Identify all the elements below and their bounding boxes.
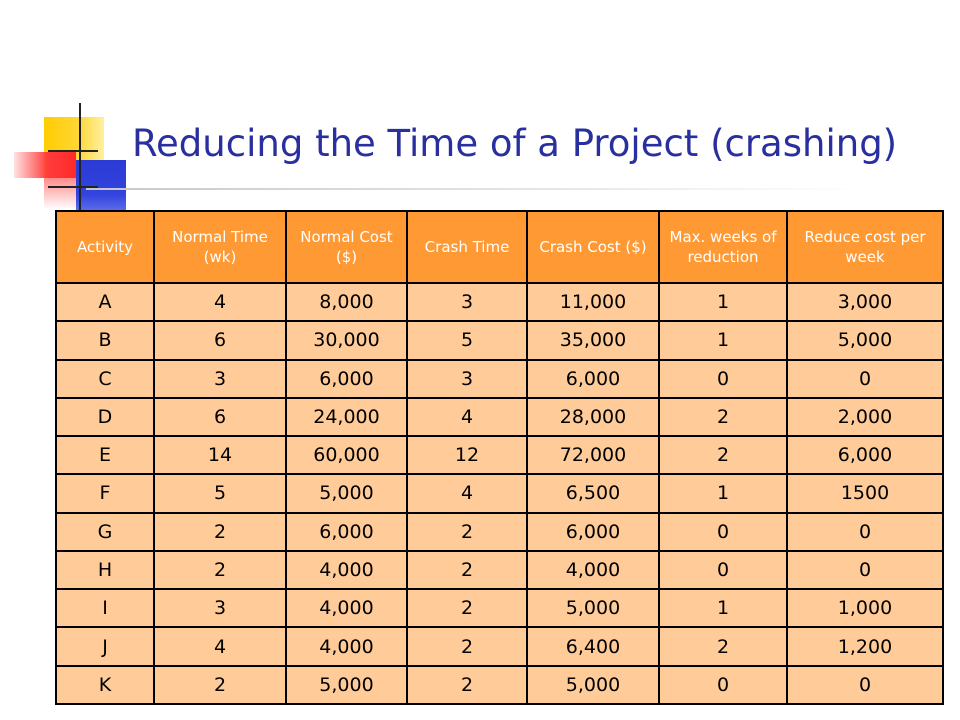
cell-crash-cost: 28,000 xyxy=(527,398,659,436)
cell-activity: D xyxy=(56,398,154,436)
cell-crash-cost: 6,000 xyxy=(527,360,659,398)
cell-crash-cost: 6,000 xyxy=(527,513,659,551)
logo-vertical-line xyxy=(79,103,81,215)
cell-crash-time: 2 xyxy=(407,666,527,704)
cell-reduce-cost: 1,000 xyxy=(787,589,943,627)
cell-crash-time: 2 xyxy=(407,513,527,551)
cell-activity: G xyxy=(56,513,154,551)
cell-normal-cost: 8,000 xyxy=(286,283,407,321)
cell-crash-cost: 5,000 xyxy=(527,666,659,704)
cell-normal-time: 4 xyxy=(154,627,286,665)
table-row xyxy=(56,589,943,627)
cell-max-weeks: 1 xyxy=(659,589,787,627)
table-header-row xyxy=(56,211,943,283)
cell-activity: I xyxy=(56,589,154,627)
header-max-weeks-reduction: Max. weeks of reduction xyxy=(659,211,787,283)
table-row xyxy=(56,360,943,398)
cell-reduce-cost: 6,000 xyxy=(787,436,943,474)
cell-max-weeks: 2 xyxy=(659,398,787,436)
cell-crash-cost: 11,000 xyxy=(527,283,659,321)
cell-normal-time: 6 xyxy=(154,321,286,359)
cell-normal-cost: 60,000 xyxy=(286,436,407,474)
table-row xyxy=(56,513,943,551)
cell-activity: J xyxy=(56,627,154,665)
cell-normal-cost: 4,000 xyxy=(286,627,407,665)
cell-reduce-cost: 0 xyxy=(787,360,943,398)
cell-max-weeks: 0 xyxy=(659,666,787,704)
cell-normal-time: 3 xyxy=(154,589,286,627)
cell-max-weeks: 0 xyxy=(659,360,787,398)
cell-crash-time: 4 xyxy=(407,398,527,436)
cell-max-weeks: 2 xyxy=(659,627,787,665)
cell-normal-cost: 4,000 xyxy=(286,589,407,627)
cell-normal-time: 4 xyxy=(154,283,286,321)
cell-reduce-cost: 1,200 xyxy=(787,627,943,665)
cell-crash-time: 4 xyxy=(407,474,527,512)
cell-normal-cost: 5,000 xyxy=(286,666,407,704)
table-row xyxy=(56,627,943,665)
table-row xyxy=(56,436,943,474)
cell-crash-cost: 4,000 xyxy=(527,551,659,589)
header-normal-time: Normal Time (wk) xyxy=(154,211,286,283)
cell-normal-cost: 24,000 xyxy=(286,398,407,436)
header-reduce-cost-per-week: Reduce cost per week xyxy=(787,211,943,283)
cell-normal-time: 14 xyxy=(154,436,286,474)
cell-reduce-cost: 1500 xyxy=(787,474,943,512)
cell-crash-time: 3 xyxy=(407,283,527,321)
cell-max-weeks: 0 xyxy=(659,513,787,551)
cell-normal-cost: 30,000 xyxy=(286,321,407,359)
cell-normal-cost: 6,000 xyxy=(286,513,407,551)
cell-activity: K xyxy=(56,666,154,704)
cell-normal-cost: 4,000 xyxy=(286,551,407,589)
table-row xyxy=(56,474,943,512)
cell-max-weeks: 1 xyxy=(659,283,787,321)
crashing-table xyxy=(55,210,944,705)
cell-normal-cost: 5,000 xyxy=(286,474,407,512)
cell-normal-time: 6 xyxy=(154,398,286,436)
cell-crash-cost: 5,000 xyxy=(527,589,659,627)
cell-normal-time: 2 xyxy=(154,513,286,551)
cell-normal-time: 3 xyxy=(154,360,286,398)
table-row xyxy=(56,283,943,321)
table-row xyxy=(56,666,943,704)
logo-horizontal-line-top xyxy=(48,150,98,152)
cell-max-weeks: 0 xyxy=(659,551,787,589)
cell-crash-cost: 6,400 xyxy=(527,627,659,665)
cell-max-weeks: 1 xyxy=(659,321,787,359)
cell-crash-time: 2 xyxy=(407,589,527,627)
cell-crash-cost: 6,500 xyxy=(527,474,659,512)
title-underline xyxy=(86,188,866,190)
cell-reduce-cost: 0 xyxy=(787,666,943,704)
cell-reduce-cost: 0 xyxy=(787,513,943,551)
cell-normal-time: 5 xyxy=(154,474,286,512)
cell-crash-cost: 35,000 xyxy=(527,321,659,359)
cell-crash-time: 5 xyxy=(407,321,527,359)
cell-normal-time: 2 xyxy=(154,666,286,704)
cell-activity: C xyxy=(56,360,154,398)
header-crash-cost: Crash Cost ($) xyxy=(527,211,659,283)
cell-activity: A xyxy=(56,283,154,321)
cell-crash-time: 2 xyxy=(407,627,527,665)
table-row xyxy=(56,551,943,589)
cell-crash-cost: 72,000 xyxy=(527,436,659,474)
cell-normal-time: 2 xyxy=(154,551,286,589)
cell-activity: F xyxy=(56,474,154,512)
cell-max-weeks: 1 xyxy=(659,474,787,512)
cell-reduce-cost: 3,000 xyxy=(787,283,943,321)
cell-reduce-cost: 0 xyxy=(787,551,943,589)
logo-red-bar xyxy=(14,152,76,178)
header-normal-cost: Normal Cost ($) xyxy=(286,211,407,283)
slide-title: Reducing the Time of a Project (crashing) xyxy=(132,122,898,165)
table-row xyxy=(56,398,943,436)
cell-crash-time: 3 xyxy=(407,360,527,398)
table-row xyxy=(56,321,943,359)
cell-crash-time: 12 xyxy=(407,436,527,474)
cell-activity: B xyxy=(56,321,154,359)
cell-activity: H xyxy=(56,551,154,589)
header-crash-time: Crash Time xyxy=(407,211,527,283)
cell-crash-time: 2 xyxy=(407,551,527,589)
logo-red-fade xyxy=(44,178,76,208)
cell-reduce-cost: 2,000 xyxy=(787,398,943,436)
cell-max-weeks: 2 xyxy=(659,436,787,474)
cell-activity: E xyxy=(56,436,154,474)
cell-reduce-cost: 5,000 xyxy=(787,321,943,359)
header-activity: Activity xyxy=(56,211,154,283)
cell-normal-cost: 6,000 xyxy=(286,360,407,398)
